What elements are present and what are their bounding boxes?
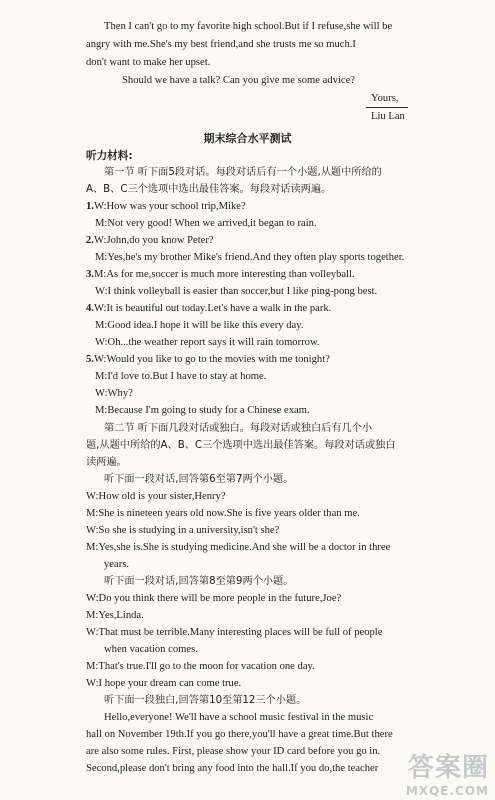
conversation-b-2: M:Yes,Linda.	[86, 610, 144, 621]
conversation-b-5: M:That's true.I'll go to the moon for vacation one day.	[86, 661, 315, 672]
dialogue-number: 1.	[86, 201, 94, 212]
dialogue-2-w	[86, 234, 214, 248]
instruction-6-7: 听下面一段对话,回答第6至第7两个小题。	[104, 474, 294, 485]
conversation-a-5: years.	[104, 559, 129, 570]
letter-line-1: Then I can't go to my favorite high school.But if I refuse,she will be	[104, 21, 393, 32]
dialogue-text: M:As for me,soccer is much more interesting than volleyball.	[93, 269, 355, 280]
monologue-line-2: hall on November 19th.If you go there,you'll have a great time.But there	[86, 729, 393, 740]
letter-line-4: Should we have a talk? Can you give me some advice?	[122, 75, 355, 86]
dialogue-5-w2: W:Why?	[95, 388, 133, 399]
part2-intro-line-1: 第二节 听下面几段对话或独白。每段对话或独白后有几个小	[104, 423, 373, 434]
dialogue-5-w	[86, 353, 330, 367]
dialogue-2-m: M:Yes,he's my brother Mike's friend.And they often play sports together.	[95, 252, 405, 263]
dialogue-5-m: M:I'd love to.But I have to stay at home.	[95, 371, 267, 382]
monologue-line-3: are also some rules. First, please show your ID card before you go in.	[86, 746, 381, 757]
conversation-a-2: M:She is nineteen years old now.She is five years older than me.	[86, 508, 360, 519]
dialogue-5-m2: M:Because I'm going to study for a Chinese exam.	[95, 405, 310, 416]
dialogue-number: 4.	[86, 303, 94, 314]
conversation-b-6: W:I hope your dream can come true.	[86, 678, 242, 689]
dialogue-text: W:It is beautiful out today.Let's have a walk in the park.	[93, 303, 332, 314]
watermark-site: MXQE.COM	[405, 784, 489, 798]
part2-intro-line-3: 读两遍。	[86, 457, 127, 468]
dialogue-3-m	[86, 268, 355, 282]
dialogue-1-m: M:Not very good! When we arrived,it began to rain.	[95, 218, 317, 229]
dialogue-number: 3.	[86, 269, 94, 280]
part2-intro-line-2: 题,从题中所给的A、B、C三个选项中选出最佳答案。每段对话或独白	[86, 440, 396, 451]
dialogue-number: 5.	[86, 354, 94, 365]
letter-line-2: angry with me.She's my best friend,and she trusts me so much.I	[86, 39, 356, 50]
dialogue-3-w: W:I think volleyball is easier than soccer,but I like ping-pong best.	[95, 286, 378, 297]
instruction-8-9: 听下面一段对话,回答第8至第9两个小题。	[104, 576, 294, 587]
dialogue-text: W:How was your school trip,Mike?	[93, 201, 246, 212]
listening-header: 听力材料:	[86, 150, 133, 162]
conversation-a-4: M:Yes,she is.She is studying medicine.And she will be a doctor in three	[86, 542, 391, 553]
letter-signature: Liu Lan	[371, 111, 405, 122]
monologue-line-4: Second,please don't bring any food into the hall.If you do,the teacher	[86, 763, 379, 774]
dialogue-4-m: M:Good idea.I hope it will be like this every day.	[95, 320, 304, 331]
conversation-b-1: W:Do you think there will be more people in the future,Joe?	[86, 593, 342, 604]
conversation-b-4: when vacation comes.	[104, 644, 198, 655]
section-title: 期末综合水平测试	[203, 132, 292, 145]
watermark	[406, 747, 489, 798]
letter-closing: Yours,	[371, 93, 399, 104]
signature-rule	[366, 107, 408, 108]
part1-intro-line-2: A、B、C三个选项中选出最佳答案。每段对话读两遍。	[86, 184, 332, 195]
dialogue-4-w2: W:Oh...the weather report says it will rain tomorrow.	[95, 337, 320, 348]
monologue-line-1: Hello,everyone! We'll have a school music festival in the music	[104, 712, 374, 723]
letter-line-3: don't want to make her upset.	[86, 57, 211, 68]
conversation-a-3: W:So she is studying in a university,isn't she?	[86, 525, 280, 536]
dialogue-text: W:John,do you know Peter?	[93, 235, 214, 246]
conversation-b-3: W:That must be terrible.Many interesting places will be full of people	[86, 627, 383, 638]
dialogue-1-w	[86, 200, 246, 214]
watermark-logo: 答案圈	[407, 753, 489, 783]
conversation-a-1: W:How old is your sister,Henry?	[86, 491, 226, 502]
dialogue-number: 2.	[86, 235, 94, 246]
dialogue-4-w	[86, 302, 331, 316]
dialogue-text: W:Would you like to go to the movies with me tonight?	[93, 354, 330, 365]
instruction-10-12: 听下面一段独白,回答第10至第12三个小题。	[104, 695, 307, 706]
part1-intro-line-1: 第一节 听下面5段对话。每段对话后有一个小题,从题中所给的	[104, 167, 382, 178]
